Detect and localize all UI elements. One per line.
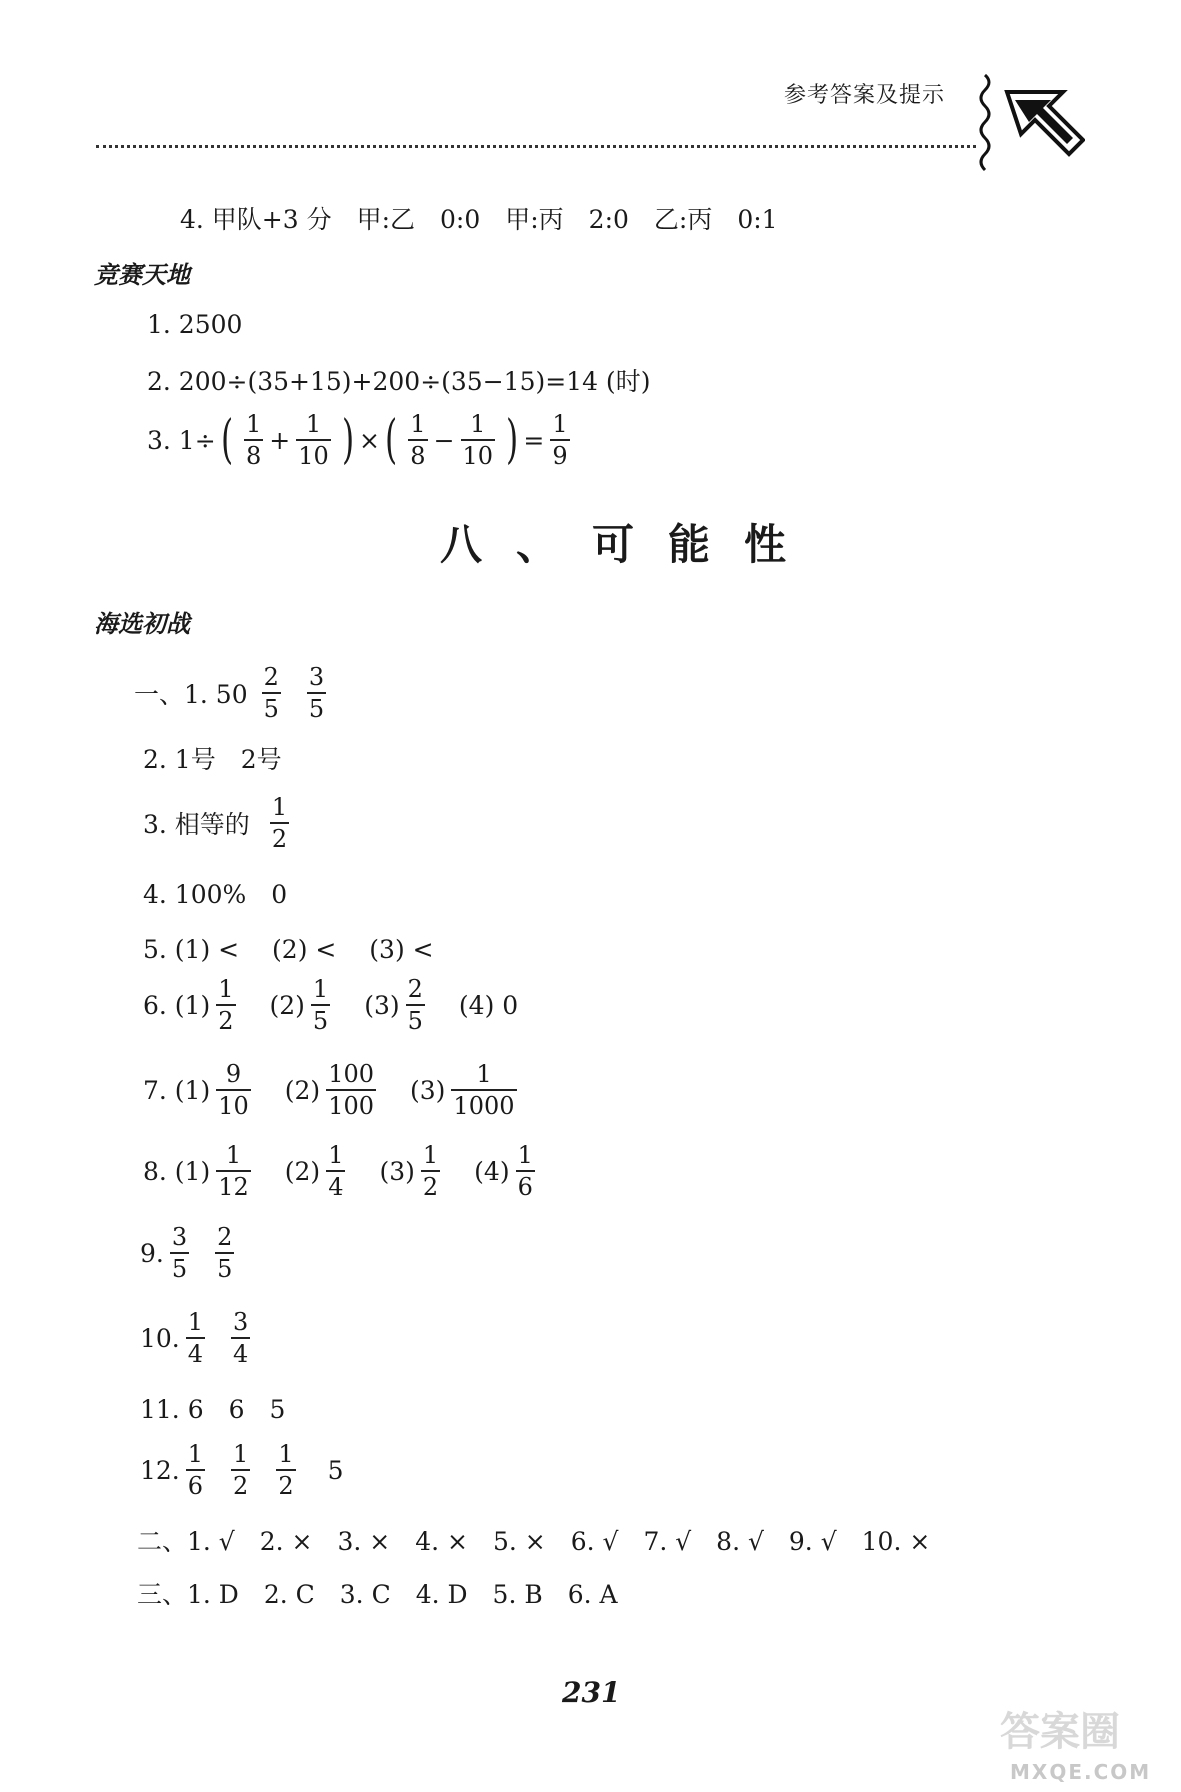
answer-line: 二、1. √ 2. × 3. × 4. × 5. × 6. √ 7. √ 8. √ 9. √ 10. × — [137, 1527, 931, 1556]
operator: × — [359, 425, 380, 455]
section-title: 竞赛天地 — [94, 261, 190, 289]
page-number: 231 — [562, 1676, 621, 1709]
section-title: 海选初战 — [94, 610, 190, 638]
fraction: $\frac{1}{5}$ — [312, 975, 329, 1035]
fraction: $\frac{1}{4}$ — [187, 1308, 204, 1368]
list-item: 12. $\frac{1}{6}$ $\frac{1}{2}$ $\frac{1}{2}$ 5 — [140, 1440, 344, 1500]
fraction: $\frac{1}{6}$ — [187, 1440, 204, 1500]
list-item: 6. (1) $\frac{1}{2}$ (2) $\frac{1}{5}$ (3) $\frac{2}{5}$ (4) 0 — [143, 975, 519, 1035]
list-item: 10. $\frac{1}{4}$ $\frac{3}{4}$ — [140, 1308, 249, 1368]
fraction: $\frac{1}{8}$ — [410, 410, 426, 470]
right-paren: ) — [506, 410, 519, 470]
header-divider — [96, 145, 976, 148]
fraction: $\frac{3}{5}$ — [308, 663, 325, 723]
fraction: $\frac{1}{10}$ — [298, 410, 329, 470]
list-item: 4. 100% 0 — [143, 880, 288, 909]
fraction: $\frac{1}{12}$ — [218, 1141, 249, 1201]
operator: + — [269, 425, 291, 455]
fraction: $\frac{1}{2}$ — [278, 1440, 294, 1500]
list-item: 7. (1) $\frac{9}{10}$ (2) $\frac{100}{100}$ (3) $\frac{1}{1000}$ — [143, 1060, 515, 1120]
left-paren: ( — [220, 410, 233, 470]
fraction: $\frac{2}{5}$ — [217, 1223, 233, 1283]
fraction: $\frac{1}{9}$ — [552, 410, 568, 470]
list-item: 9. $\frac{3}{5}$ $\frac{2}{5}$ — [140, 1223, 233, 1283]
list-item: 11. 6 6 5 — [140, 1395, 286, 1424]
fraction: $\frac{1}{6}$ — [517, 1141, 533, 1201]
list-item: 2. 1号 2号 — [143, 745, 282, 774]
fraction: $\frac{1}{2}$ — [218, 975, 234, 1035]
list-item: 一、1. 50 $\frac{2}{5}$ $\frac{3}{5}$ — [134, 663, 325, 723]
fraction: $\frac{1}{1000}$ — [453, 1060, 515, 1120]
watermark-url: MXQE.COM — [1010, 1760, 1152, 1784]
list-item: 8. (1) $\frac{1}{12}$ (2) $\frac{1}{4}$ (3) $\frac{1}{2}$ (4) $\frac{1}{6}$ — [143, 1141, 533, 1201]
fraction: $\frac{2}{5}$ — [263, 663, 279, 723]
watermark-logo: 答案圈 — [1000, 1709, 1120, 1755]
fraction: $\frac{1}{2}$ — [271, 793, 288, 853]
fraction-equation — [147, 412, 576, 468]
operator: = — [523, 425, 545, 455]
header-title: 参考答案及提示 — [784, 83, 946, 108]
equation-prefix: 3. 1÷ — [147, 425, 216, 455]
list-item: 5. (1) < (2) < (3) < — [143, 935, 434, 964]
answer-line: 1. 2500 — [147, 310, 243, 339]
right-paren: ) — [341, 410, 354, 470]
fraction: $\frac{2}{5}$ — [407, 975, 423, 1035]
fraction: $\frac{1}{2}$ — [422, 1141, 439, 1201]
fraction: $\frac{1}{4}$ — [328, 1141, 344, 1201]
fraction: $\frac{9}{10}$ — [218, 1060, 249, 1120]
chapter-title: 八、可能性 — [440, 520, 821, 569]
arrow-icon — [965, 70, 1085, 180]
list-item: 3. 相等的 $\frac{1}{2}$ — [143, 793, 288, 853]
fraction: $\frac{3}{5}$ — [171, 1223, 188, 1283]
fraction: $\frac{3}{4}$ — [233, 1308, 249, 1368]
fraction: $\frac{1}{10}$ — [462, 410, 494, 470]
answer-line: 4. 甲队+3 分 甲:乙 0:0 甲:丙 2:0 乙:丙 0:1 — [180, 205, 778, 234]
answer-line: 三、1. D 2. C 3. C 4. D 5. B 6. A — [137, 1580, 618, 1609]
fraction: $\frac{100}{100}$ — [328, 1060, 374, 1120]
answer-line: 2. 200÷(35+15)+200÷(35−15)=14 (时) — [147, 367, 651, 396]
operator: − — [433, 425, 455, 455]
fraction: $\frac{1}{8}$ — [245, 410, 262, 470]
left-paren: ( — [385, 410, 398, 470]
fraction: $\frac{1}{2}$ — [233, 1440, 249, 1500]
